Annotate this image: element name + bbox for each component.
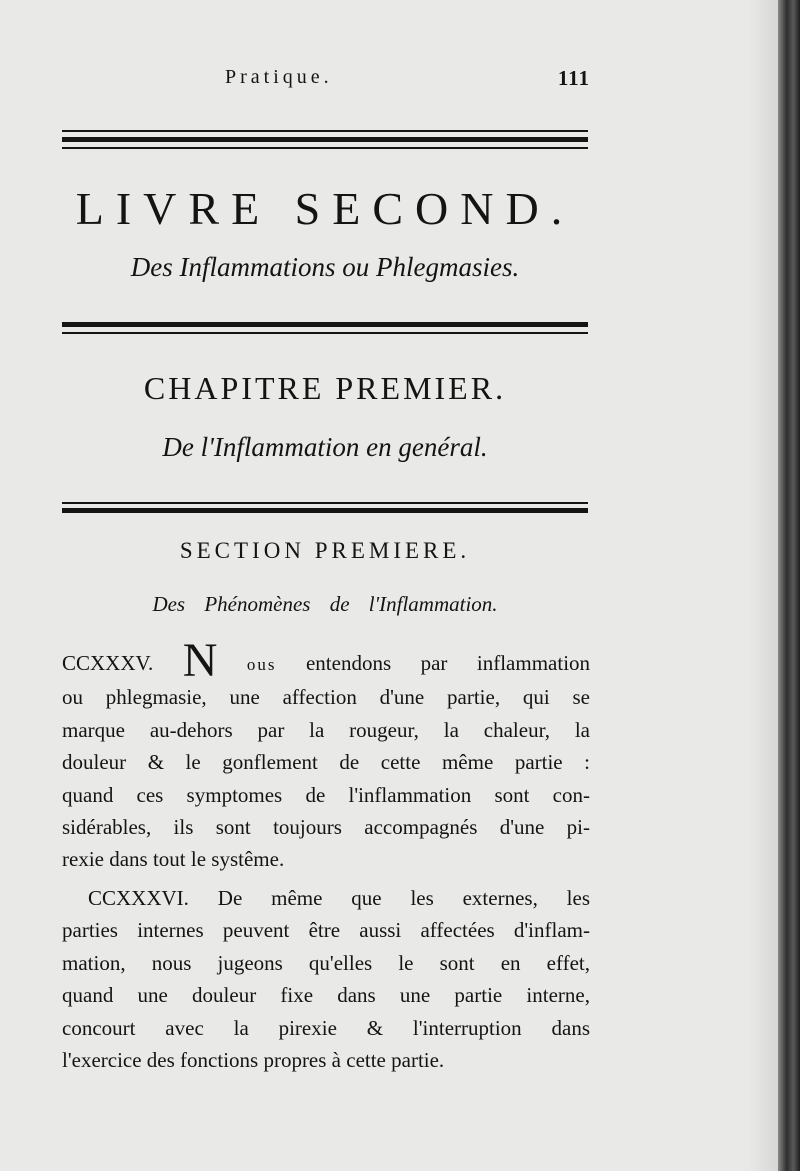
book-spine [778,0,800,1171]
header-rule-top [62,130,588,132]
paragraph-line [62,634,591,687]
running-title: Pratique. [225,66,333,88]
paragraph-line: quand une douleur fixe dans une partie interne, [62,983,590,1008]
chapter-rule-thin [62,502,588,504]
chapter-rule-thick [62,508,588,513]
paragraph-line: sidérables, ils sont toujours accompagnés d'une pi- [62,815,590,840]
paragraph-line: ou phlegmasie, une affection d'une partie, qui se [62,685,590,710]
header-rule-thick [62,137,588,142]
section-subtitle: Des Phénomènes de l'Inflammation. [152,592,498,616]
paragraph-line: concourt avec la pirexie & l'interruption dans [62,1015,590,1040]
paragraph-ccxxxvi [62,882,590,1076]
header-rule-bottom [62,147,588,149]
paragraph-line: l'exercice des fonctions propres à cette partie. [62,1048,445,1073]
paragraph-line: marque au-dehors par la rougeur, la chaleur, la [62,717,590,742]
paragraph-text: entendons par inflammation [305,651,591,675]
paragraph-number: CCXXXVI. [88,886,189,910]
book-subtitle: Des Inflammations ou Phlegmasies. [130,252,520,282]
paragraph-line: rexie dans tout le systême. [62,847,285,872]
book-rule-thick [62,322,588,327]
drop-cap: N [182,634,218,687]
chapter-subtitle: De l'Inflammation en genéral. [162,432,488,462]
paragraph-line: mation, nous jugeons qu'elles le sont en effet, [62,950,590,975]
paragraph-line: douleur & le gonflement de cette même partie : [62,750,590,775]
book-title: LIVRE SECOND. [75,183,575,234]
book-rule-thin [62,332,588,334]
paragraph-text: De même que les externes, les [217,886,590,910]
section-title: SECTION PREMIERE. [179,538,471,563]
running-head [60,66,590,96]
paragraph-number: CCXXXV. [62,651,154,675]
paragraph-line: parties internes peuvent être aussi affectées d'inflam- [62,918,590,943]
chapter-title: CHAPITRE PREMIER. [143,370,507,406]
page-number: 111 [557,66,590,90]
paragraph-ccxxxv [62,634,591,876]
paragraph-line [62,882,590,914]
paragraph-line: quand ces symptomes de l'inflammation sont con- [62,782,590,807]
small-caps-word: ous [246,655,277,674]
